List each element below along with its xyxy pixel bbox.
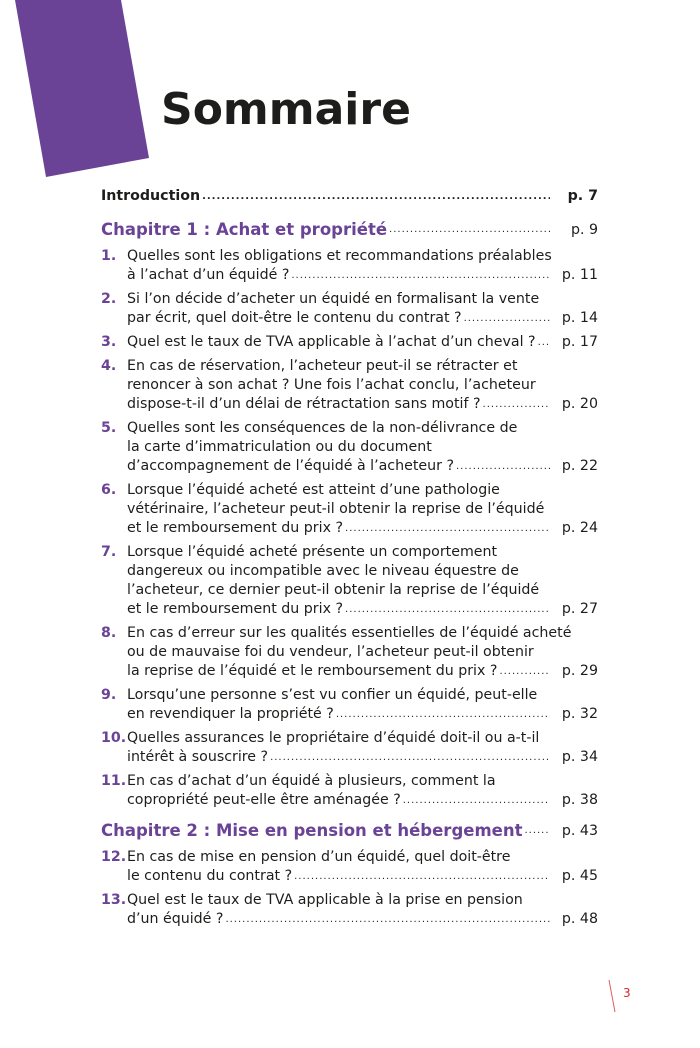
dot-leader	[389, 219, 550, 241]
entry-text: Si l’on décide d’acheter un équidé en formalisant la vente	[127, 291, 540, 307]
entry-text: Lorsqu’une personne s’est vu confier un équidé, peut-elle	[127, 687, 538, 703]
dot-leader	[294, 867, 550, 886]
entry-text: le contenu du contrat ?	[127, 868, 293, 884]
entry-text: copropriété peut-elle être aménagée ?	[127, 792, 401, 808]
entry-text: Quelles sont les conséquences de la non-délivrance de	[127, 420, 518, 436]
toc-question[interactable]	[101, 772, 598, 810]
entry-text: Chapitre 2 : Mise en pension et hébergement	[101, 821, 523, 840]
question-number: 4.	[101, 358, 117, 374]
question-number: 10.	[101, 730, 127, 746]
page-reference[interactable]: p. 22	[561, 458, 598, 474]
dot-leader	[499, 662, 550, 681]
entry-text: et le remboursement du prix ?	[127, 520, 344, 536]
toc-question[interactable]	[101, 333, 598, 352]
entry-text: en revendiquer la propriété ?	[127, 706, 334, 722]
entry-text: Introduction	[101, 188, 201, 204]
toc-question[interactable]	[101, 419, 598, 476]
page-reference[interactable]: p. 20	[561, 396, 598, 412]
dot-leader	[225, 910, 550, 929]
entry-text: d’un équidé ?	[127, 911, 224, 927]
entry-text: Quelles sont les obligations et recommandations préalables	[127, 248, 552, 264]
page-reference[interactable]: p. 24	[561, 520, 598, 536]
toc-chapter-1[interactable]	[101, 219, 598, 241]
entry-text: d’accompagnement de l’équidé à l’acheteur ?	[127, 458, 454, 474]
page-reference[interactable]: p. 17	[561, 334, 598, 350]
question-number: 7.	[101, 544, 117, 560]
entry-text: dispose-t-il d’un délai de rétractation sans motif ?	[127, 396, 481, 412]
dot-leader	[291, 266, 550, 285]
toc-question[interactable]	[101, 729, 598, 767]
toc-question[interactable]	[101, 848, 598, 886]
dot-leader	[456, 457, 550, 476]
entry-text: En cas de réservation, l’acheteur peut-il se rétracter et	[127, 358, 518, 374]
page-reference[interactable]: p. 45	[561, 868, 598, 884]
dot-leader	[524, 820, 550, 842]
page-reference[interactable]: p. 43	[561, 823, 598, 839]
toc-chapter-2[interactable]	[101, 820, 598, 842]
dot-leader	[345, 519, 550, 538]
page-reference[interactable]: p. 32	[561, 706, 598, 722]
entry-text: et le remboursement du prix ?	[127, 601, 344, 617]
dot-leader	[403, 791, 550, 810]
dot-leader	[464, 309, 550, 328]
page-reference[interactable]: p. 7	[567, 188, 598, 204]
page-reference[interactable]: p. 48	[561, 911, 598, 927]
dot-leader	[202, 187, 550, 206]
page-reference[interactable]: p. 27	[561, 601, 598, 617]
toc-question[interactable]	[101, 543, 598, 619]
question-number: 11.	[101, 773, 127, 789]
entry-text: renoncer à son achat ? Une fois l’achat conclu, l’acheteur	[127, 377, 536, 393]
toc-question[interactable]	[101, 247, 598, 285]
page-title: Sommaire	[161, 84, 411, 135]
toc-introduction[interactable]	[101, 187, 598, 206]
page-reference[interactable]: p. 38	[561, 792, 598, 808]
dot-leader	[336, 705, 550, 724]
question-number: 6.	[101, 482, 117, 498]
entry-text: dangereux ou incompatible avec le niveau équestre de	[127, 563, 519, 579]
toc-question[interactable]	[101, 686, 598, 724]
entry-text: vétérinaire, l’acheteur peut-il obtenir la reprise de l’équidé	[127, 501, 545, 517]
dot-leader	[270, 748, 550, 767]
question-number: 2.	[101, 291, 117, 307]
question-number: 8.	[101, 625, 117, 641]
entry-text: ou de mauvaise foi du vendeur, l’acheteur peut-il obtenir	[127, 644, 534, 660]
entry-text: Quelles assurances le propriétaire d’équidé doit-il ou a-t-il	[127, 730, 540, 746]
entry-text: En cas d’erreur sur les qualités essentielles de l’équidé acheté	[127, 625, 572, 641]
toc-question[interactable]	[101, 481, 598, 538]
entry-text: la carte d’immatriculation ou du document	[127, 439, 432, 455]
page-reference[interactable]: p. 34	[561, 749, 598, 765]
entry-text: En cas d’achat d’un équidé à plusieurs, comment la	[127, 773, 496, 789]
question-number: 13.	[101, 892, 127, 908]
dot-leader	[538, 333, 550, 352]
dot-leader	[483, 395, 550, 414]
page-reference[interactable]: p. 9	[570, 222, 598, 238]
entry-text: la reprise de l’équidé et le remboursement du prix ?	[127, 663, 498, 679]
entry-text: Lorsque l’équidé acheté présente un comportement	[127, 544, 498, 560]
entry-text: à l’achat d’un équidé ?	[127, 267, 290, 283]
toc-question[interactable]	[101, 290, 598, 328]
question-number: 12.	[101, 849, 127, 865]
question-number: 3.	[101, 334, 117, 350]
entry-text: Quel est le taux de TVA applicable à l’achat d’un cheval ?	[127, 334, 536, 350]
entry-text: Chapitre 1 : Achat et propriété	[101, 220, 388, 239]
page-reference[interactable]: p. 14	[561, 310, 598, 326]
dot-leader	[345, 600, 550, 619]
question-number: 9.	[101, 687, 117, 703]
question-number: 5.	[101, 420, 117, 436]
entry-text: Lorsque l’équidé acheté est atteint d’une pathologie	[127, 482, 500, 498]
page-reference[interactable]: p. 29	[561, 663, 598, 679]
toc-question[interactable]	[101, 891, 598, 929]
entry-text: par écrit, quel doit-être le contenu du contrat ?	[127, 310, 462, 326]
entry-text: Quel est le taux de TVA applicable à la prise en pension	[127, 892, 523, 908]
entry-text: En cas de mise en pension d’un équidé, quel doit-être	[127, 849, 511, 865]
table-of-contents	[101, 187, 598, 934]
toc-question[interactable]	[101, 357, 598, 414]
page-number: 3	[623, 986, 631, 1000]
entry-text: intérêt à souscrire ?	[127, 749, 269, 765]
page-reference[interactable]: p. 11	[561, 267, 598, 283]
question-number: 1.	[101, 248, 117, 264]
entry-text: l’acheteur, ce dernier peut-il obtenir la reprise de l’équidé	[127, 582, 540, 598]
toc-question[interactable]	[101, 624, 598, 681]
